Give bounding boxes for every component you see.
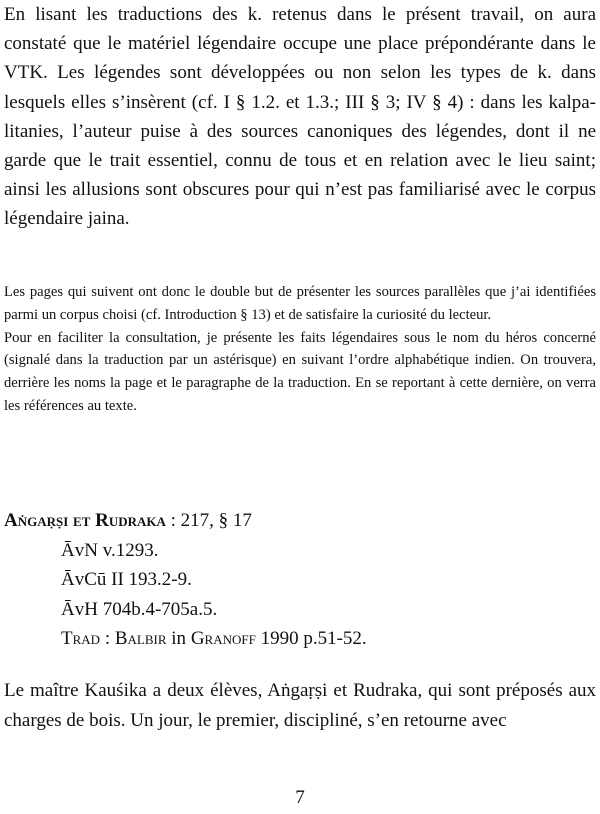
story-paragraph: Le maître Kauśika a deux élèves, Aṅgaṛṣi et Rudraka, qui sont préposés aux charges de bois. Un jour, le premier, discipliné, s’en retourne avec bbox=[4, 680, 596, 731]
trad-separator: : bbox=[100, 628, 115, 649]
source-item: ĀvH 704b.4-705a.5. bbox=[61, 598, 218, 620]
entry-heading: Aṅgaṛṣi et Rudraka bbox=[4, 510, 166, 531]
translation-reference bbox=[61, 624, 596, 654]
page-number: 7 bbox=[295, 787, 305, 808]
entry-heading-line bbox=[4, 506, 596, 536]
source-item: ĀvCū II 193.2-9. bbox=[61, 569, 192, 590]
trad-year: 1990 p.51-52. bbox=[255, 628, 367, 649]
trad-label: Trad bbox=[61, 628, 101, 649]
note-block bbox=[4, 281, 596, 418]
note-paragraph: Les pages qui suivent ont donc le double but de présenter les sources parallèles que j’ai identifiées parmi un corpus choisi (cf. Introduction § 13) et de satisfaire la curiosité du lecteur. bbox=[4, 284, 596, 323]
entry-reference: : 217, § 17 bbox=[165, 510, 252, 531]
trad-in: in bbox=[166, 628, 191, 649]
trad-editor: Granoff bbox=[190, 628, 256, 649]
source-item: ĀvN v.1293. bbox=[61, 539, 159, 561]
note-paragraph: Pour en faciliter la consultation, je présente les faits légendaires sous le nom du héros concerné (signalé dans la traduction par un astérisque) en suivant l’ordre alphabétique indien. On trouvera, derrière les noms la page et le paragraphe de la traduction. En se reportant à cette dernière, on verra les références au texte. bbox=[4, 329, 596, 414]
source-list bbox=[4, 536, 596, 654]
intro-paragraph: En lisant les traductions des k. retenus dans le présent travail, on aura constaté que le matériel légendaire occupe une place prépondérante dans le VTK. Les légendes sont développées ou non selon les types de k. dans lesquels elles s’insèrent (cf. I § 1.2. et 1.3.; III § 3; IV § 4) : dans les kalpa-litanies, l’auteur puise à des sources canoniques des légendes, dont il ne garde que le trait essentiel, connu de tous et en relation avec le lieu saint; ainsi les allusions sont obscures pour qui n’est pas familiarisé avec le corpus légendaire jaina. bbox=[4, 4, 596, 230]
legend-entry bbox=[4, 506, 596, 654]
trad-author: Balbir bbox=[114, 628, 167, 649]
